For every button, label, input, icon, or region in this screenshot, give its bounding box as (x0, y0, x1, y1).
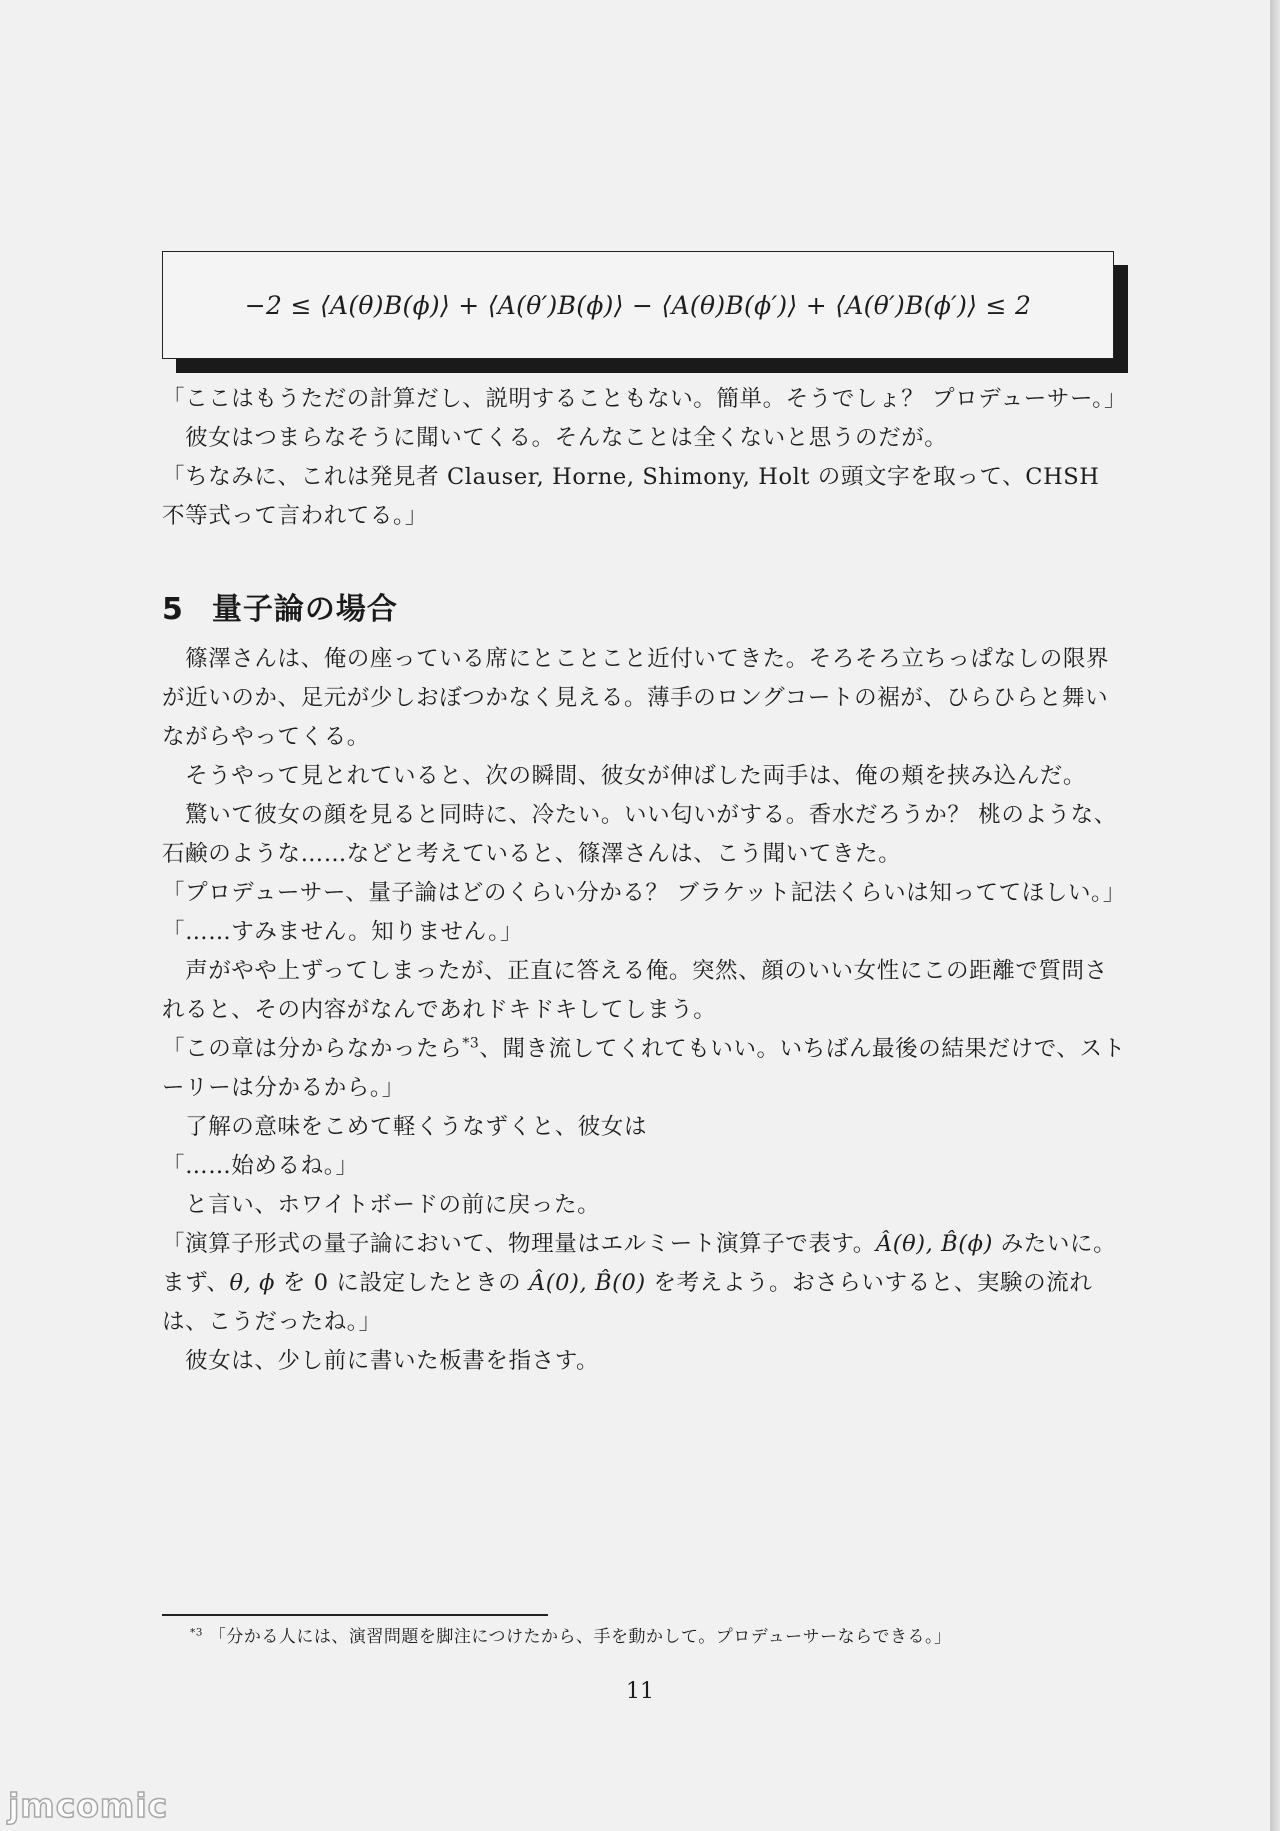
section-title: 量子論の場合 (211, 592, 398, 627)
math-operators: Â(θ), B̂(ϕ) (875, 1231, 993, 1257)
paragraph-text: 、聞き流してくれてもいい。いちばん最後の結果だけで、ストーリーは分かるから。」 (162, 1036, 1126, 1101)
paragraph: 「ちなみに、これは発見者 Clauser, Horne, Shimony, Holt の頭文字を取って、CHSH 不等式って言われてる。」 (162, 464, 1100, 529)
paragraph-with-footnote-ref (162, 1030, 1130, 1108)
footnote-mark: *3 (190, 1626, 203, 1639)
page-number: 11 (626, 1679, 654, 1704)
paragraph-text: 「この章は分からなかったら (162, 1036, 463, 1062)
chsh-inequality-box (162, 251, 1114, 359)
footnote-text: 「分かる人には、演習問題を脚注につけたから、手を動かして。プロデューサーならできる。」 (208, 1627, 952, 1647)
paragraph: 彼女は、少し前に書いた板書を指さす。 (162, 1348, 600, 1374)
paragraph: そうやって見とれていると、次の瞬間、彼女が伸ばした両手は、俺の頬を挟み込んだ。 (162, 763, 1087, 789)
math-angles: θ, ϕ (229, 1270, 276, 1296)
paragraph-text: を 0 に設定したときの (275, 1270, 529, 1296)
paragraph: 「プロデューサー、量子論はどのくらい分かる？ ブラケット記法くらいは知っててほしい。」 (162, 880, 1127, 906)
paragraph: 「ここはもうただの計算だし、説明することもない。簡単。そうでしょ？ プロデューサー。」 (162, 386, 1128, 412)
paragraph: 篠澤さんは、俺の座っている席にとことこと近付いてきた。そろそろ立ちっぱなしの限界が近いのか、足元が少しおぼつかなく見える。薄手のロングコートの裾が、ひらひらと舞いながらやってくる。 (162, 646, 1110, 750)
paragraph-with-math (162, 1225, 1130, 1342)
chsh-inequality-formula: −2 ≤ ⟨A(θ)B(ϕ)⟩ + ⟨A(θ′)B(ϕ)⟩ − ⟨A(θ)B(ϕ′)⟩ + ⟨A(θ′)B(ϕ′)⟩ ≤ 2 (244, 290, 1032, 320)
paragraph-text: 「演算子形式の量子論において、物理量はエルミート演算子で表す。 (162, 1231, 876, 1257)
paragraph: 声がやや上ずってしまったが、正直に答える俺。突然、顔のいい女性にこの距離で質問されると、その内容がなんであれドキドキしてしまう。 (162, 958, 1108, 1023)
footnote (190, 1622, 952, 1647)
section-heading (162, 584, 398, 628)
paragraph: 驚いて彼女の顔を見ると同時に、冷たい。いい匂いがする。香水だろうか？ 桃のような、石鹸のような……などと考えていると、篠澤さんは、こう聞いてきた。 (162, 802, 1117, 867)
paragraph-text: を考えよう。おさらいすると、実験の流れは、こうだったね。」 (162, 1270, 1093, 1335)
footnote-divider (162, 1614, 548, 1616)
section-number: 5 (162, 592, 184, 627)
watermark-logo: jmcomic (8, 1786, 169, 1825)
paragraph-text: みたいに。まず、 (162, 1231, 1117, 1296)
paragraph: 了解の意味をこめて軽くうなずくと、彼女は (162, 1114, 648, 1140)
paragraph: 「……すみません。知りません。」 (162, 919, 524, 945)
paragraph: 彼女はつまらなそうに聞いてくる。そんなことは全くないと思うのだが。 (162, 425, 948, 451)
math-operators-zero: Â(0), B̂(0) (528, 1270, 646, 1296)
paragraph: 「……始めるね。」 (162, 1153, 359, 1179)
footnote-ref[interactable]: *3 (462, 1035, 480, 1052)
paragraph: と言い、ホワイトボードの前に戻った。 (162, 1192, 601, 1218)
page-edge (1270, 0, 1280, 1831)
